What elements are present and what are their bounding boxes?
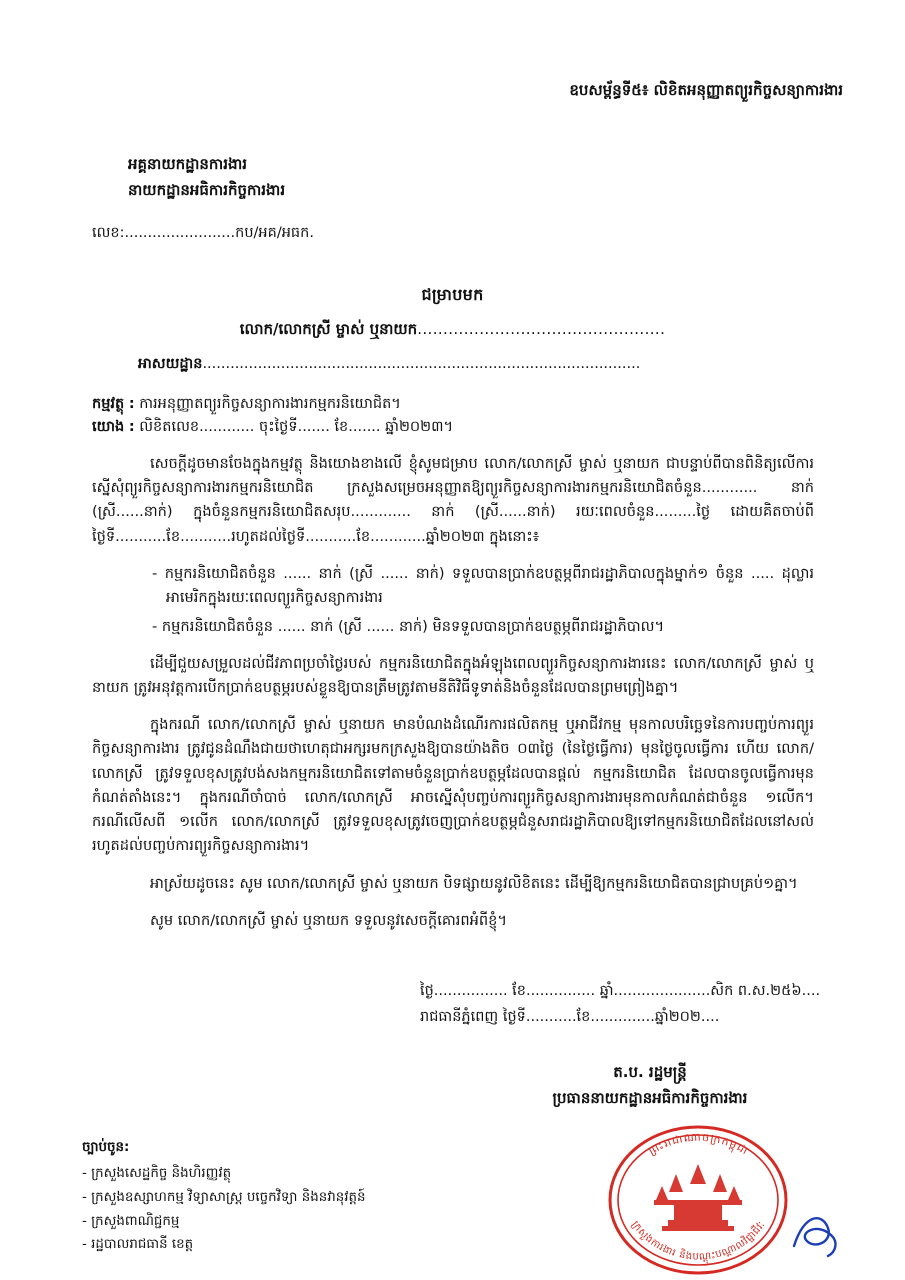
office-line-1: អគ្គនាយកដ្ឋានការងារ (128, 155, 248, 173)
date-line-buddhist: ថ្ងៃ................ ខែ............... ឆ្នាំ.....................សិក ព.ស.២៥៦.... (420, 983, 821, 999)
subject-label: កម្មវត្ថុ (92, 396, 125, 412)
date-line-gregorian: រាជធានីភ្នំពេញ ថ្ងៃទី...........ខែ..............ឆ្នាំ២០២.... (420, 1009, 720, 1026)
addressee-dots: ................................................ (417, 319, 666, 338)
reference-number-line: លេខ:........................កប/អគ/អធក. (92, 225, 314, 241)
office-line-2: នាយកដ្ឋានអធិការកិច្ចការងារ (128, 180, 286, 199)
reference-text: លិខិតលេខ............ ចុះថ្ងៃទី....... ខែ....... ឆ្នាំ២០២៣។ (139, 419, 454, 435)
list-item: - កម្មករនិយោជិតចំនួន ...... នាក់ (ស្រី ...... នាក់) មិនទទួលបានប្រាក់ឧបត្ថម្ភពីរាជរដ្ឋាភិបាល។ (152, 618, 665, 636)
list-item: - ក្រសួងសេដ្ឋកិច្ច និងហិរញ្ញវត្ថុ (82, 1165, 232, 1181)
body-paragraph: អាស្រ័យដូចនេះ សូម លោក/លោកស្រី ម្ចាស់ ឬនាយក បិទផ្សាយនូវលិខិតនេះ ដើម្បីឱ្យកម្មករនិយោជិតបានជ្រាបគ្រប់១គ្នា។ (150, 874, 798, 892)
signature-line-1: ត.ប. រដ្ឋមន្ត្រី (613, 1063, 687, 1081)
bullet-list (92, 562, 814, 639)
list-item: - ក្រសួងឧស្សាហកម្ម វិទ្យាសាស្ត្រ បច្ចេកវិទ្យា និងនវានុវត្តន៍ (82, 1189, 366, 1205)
body-paragraph: សេចក្តីដូចមានចែងក្នុងកម្មវត្ថុ និងយោងខាងលើ ខ្ញុំសូមជម្រាប លោក/លោកស្រី ម្ចាស់ ឬនាយក ជាបន្ទាប់ពីបានពិនិត្យលើការស្នើសុំព្យួរកិច្ចសន្យាការងារកម្មករនិយោជិត ក្រសួងសម្រេចអនុញ្ញាតឱ្យព្យួរកិច្ចសន្យាការងារកម្មករនិយោជិតចំនួន............ នាក់ (ស្រី......នាក់) ក្នុងចំនួនកម្មករនិយោជិតសរុប............. នាក់ (ស្រី......នាក់) រយៈពេលចំនួន.........ថ្ងៃ ដោយគិតចាប់ពីថ្ងៃទី...........ខែ...........រហូតដល់ថ្ងៃទី...........ខែ............ឆ្នាំ២០២៣ ក្នុងនោះ៖ (92, 455, 814, 545)
addressee-label: លោក/លោកស្រី ម្ចាស់ ឬនាយក (239, 319, 418, 338)
svg-text:ក្រសួងការងារ និងបណ្តុះបណ្តាលវិ: ក្រសួងការងារ និងបណ្តុះបណ្តាលវិជ្ជាជីវៈ (629, 1219, 768, 1263)
body-paragraph: សូម លោក/លោកស្រី ម្ចាស់ ឬនាយក ទទួលនូវសេចក្តីគោរពអំពីខ្ញុំ។ (150, 911, 508, 929)
title-block (0, 282, 905, 341)
annex-header: ឧបសម្ព័ន្ធទី៥៖ លិខិតអនុញ្ញាតព្យួរកិច្ចសន្យាការងារ (569, 81, 843, 99)
page-title: ជម្រាបមក (421, 285, 484, 304)
workplace-line (138, 353, 845, 376)
document-body (92, 452, 814, 946)
signature-block (420, 1060, 880, 1112)
workplace-dots: ............................................................................................... (202, 356, 641, 372)
official-stamp (596, 1108, 801, 1276)
list-item: - ក្រសួងពាណិជ្ជកម្ម (82, 1213, 180, 1229)
issuing-office (128, 152, 285, 204)
signature-line-2: ប្រធាននាយកដ្ឋានអធិការកិច្ចការងារ (552, 1088, 748, 1107)
workplace-label: អាសយដ្ឋាន (138, 356, 203, 372)
svg-text:ព្រះរាជាណាចក្រកម្ពុជា: ព្រះរាជាណាចក្រកម្ពុជា (646, 1130, 751, 1158)
reference-label: យោង (92, 419, 125, 435)
cc-list (82, 1136, 365, 1257)
subject-text: ការអនុញ្ញាតព្យួរកិច្ចសន្យាការងារកម្មករនិយោជិត។ (139, 396, 401, 412)
signature-scribble (788, 1206, 844, 1262)
date-block (420, 978, 890, 1031)
list-item: - រដ្ឋបាលរាជធានី ខេត្ត (82, 1237, 194, 1253)
addressee-line (0, 317, 905, 341)
reference-separator: : (128, 419, 135, 435)
body-paragraph: ក្នុងករណី លោក/លោកស្រី ម្ចាស់ ឬនាយក មានបំណងដំណើរការផលិតកម្ម ឬអាជីវកម្ម មុនកាលបរិច្ឆេទនៃការបញ្ចប់ការព្យួរកិច្ចសន្យាការងារ ត្រូវជូនដំណឹងជាយថាហេតុជាអក្សរមកក្រសួងឱ្យបានយ៉ាងតិច ០៣ថ្ងៃ (នៃថ្ងៃធ្វើការ) មុនថ្ងៃចូលធ្វើការ ហើយ លោក/លោកស្រី ត្រូវទទួលខុសត្រូវបង់សងកម្មករនិយោជិតទៅតាមចំនួនប្រាក់ឧបត្ថម្ភដែលបានផ្តល់ កម្មករនិយោជិត ដែលបានចូលធ្វើការមុនកំណត់តាំងនេះ។ ក្នុងករណីចាំបាច់ លោក/លោកស្រី អាចស្នើសុំបញ្ចប់ការព្យួរកិច្ចសន្យាការងារមុនកាលកំណត់ជាចំនួន ១លើក។ ករណីលើសពី ១លើក លោក/លោកស្រី ត្រូវទទួលខុសត្រូវចេញប្រាក់ឧបត្ថម្ភជំនួសរាជរដ្ឋាភិបាលឱ្យទៅកម្មករនិយោជិតដែលនៅសល់រហូតដល់បញ្ចប់ការព្យួរកិច្ចសន្យាការងារ។ (92, 716, 814, 855)
cc-title: ច្បាប់ចូន: (82, 1140, 130, 1155)
subject-line (92, 393, 401, 416)
subject-separator: : (128, 396, 135, 412)
reference-line (92, 416, 453, 439)
list-item: - កម្មករនិយោជិតចំនួន ...... នាក់ (ស្រី ...... នាក់) ទទួលបានប្រាក់ឧបត្ថម្ភពីរាជរដ្ឋាភិបាលក្នុងម្នាក់១ ចំនួន ..... ដុល្លារអាមេរិកក្នុងរយៈពេលព្យួរកិច្ចសន្យាការងារ (152, 564, 814, 606)
body-paragraph: ដើម្បីជួយសម្រួលដល់ជីវភាពប្រចាំថ្ងៃរបស់ កម្មករនិយោជិតក្នុងអំឡុងពេលព្យួរកិច្ចសន្យាការងារនេះ លោក/លោកស្រី ម្ចាស់ ឬនាយក ត្រូវអនុវត្តការបើកប្រាក់ឧបត្ថម្ភរបស់ខ្លួនឱ្យបានត្រឹមត្រូវតាមនីតិវិធីទូទាត់និងចំនួនដែលបានព្រមព្រៀងគ្នា។ (92, 654, 814, 697)
